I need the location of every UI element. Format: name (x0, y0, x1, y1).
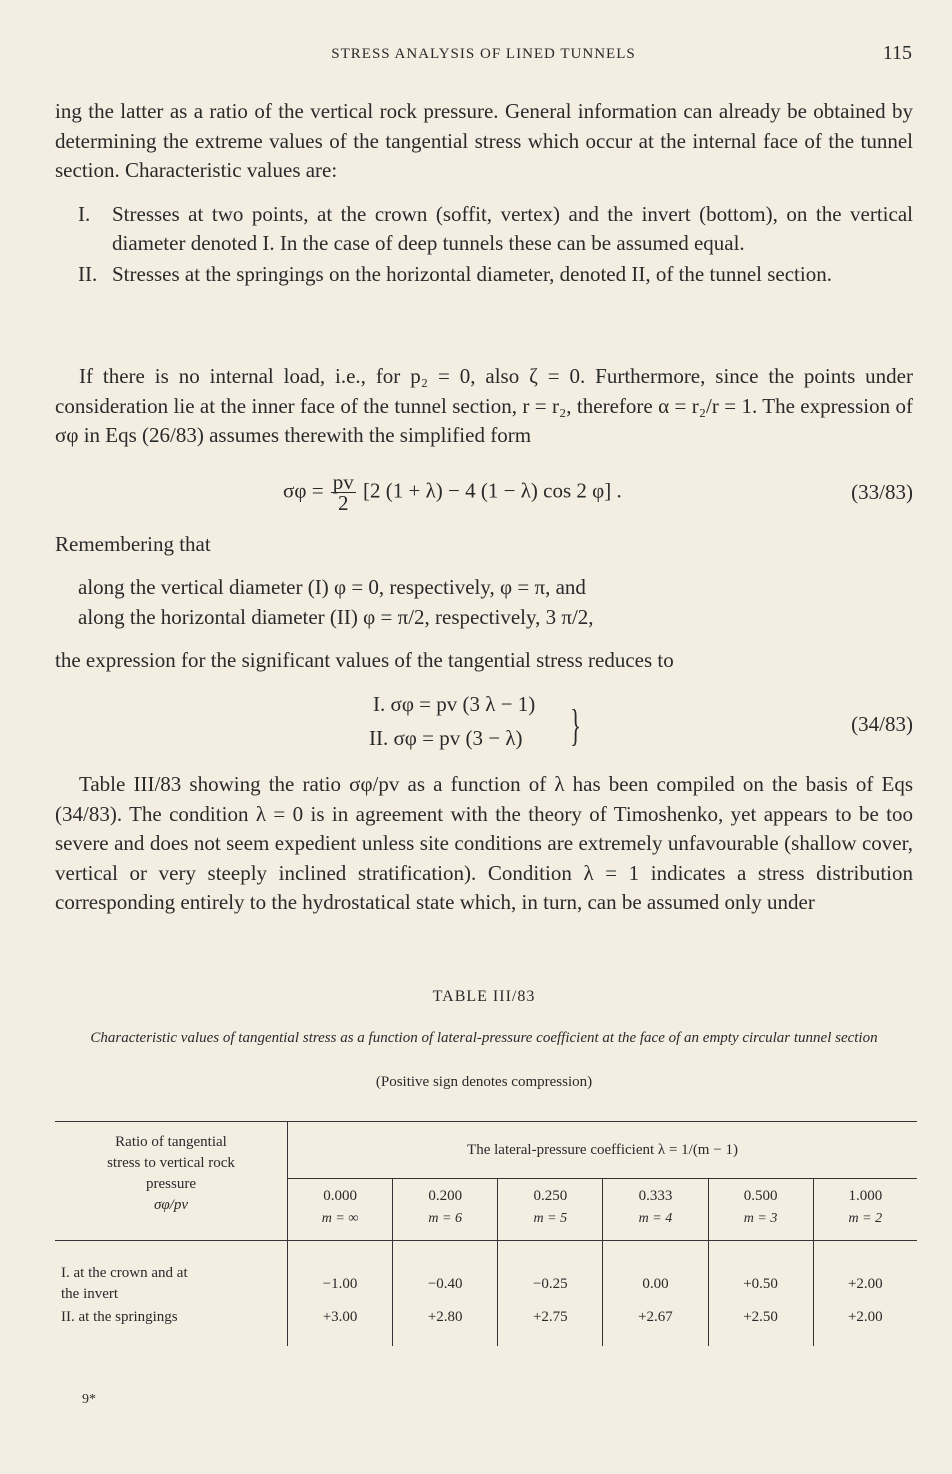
table-cell: 0.00 (603, 1241, 708, 1307)
paragraph-no-internal-load: If there is no internal load, i.e., for p₂ = 0, also ζ = 0. Furthermore, since the points under consideration lie at the inner face of the tunnel section, r = r₂, therefore α = r₂/r = 1. The expression of σφ in Eqs (26/83) assumes therewith the simplified form (55, 364, 913, 447)
table-cell: +2.75 (498, 1306, 603, 1346)
equation-fraction (331, 472, 356, 513)
row-header-line: pressure (146, 1176, 196, 1192)
column-header: 0.500 m = 3 (708, 1179, 813, 1241)
table-header-row (55, 1122, 917, 1179)
fraction-numerator: pv (332, 470, 354, 494)
table-row (55, 1241, 917, 1307)
tangential-stress-table (55, 1121, 917, 1346)
equation-rhs: [2 (1 + λ) − 4 (1 − λ) cos 2 φ] . (363, 478, 622, 503)
list-item-number: II. (78, 262, 98, 286)
table-cell: −0.40 (393, 1241, 498, 1307)
curly-brace: } (570, 701, 581, 750)
equation-33-83 (55, 470, 913, 515)
paragraph-table-discussion: Table III/83 showing the ratio σφ/pv as a function of λ has been compiled on the basis of Eqs (34/83). The condition λ = 0 is in agreement with the theory of Timoshenko, yet appears to be too severe and does not seem expedient unless site conditions are extremely unfavourable (shallow cover, vertical or very steeply inclined stratification). Condition λ = 1 indicates a stress distribution corresponding entirely to the hydrostatical state which, in turn, can be assumed only under (55, 772, 913, 914)
list-item-number: I. (78, 202, 91, 226)
table-cell: +0.50 (708, 1241, 813, 1307)
equation-34-83 (55, 692, 913, 762)
table-cell: +2.00 (813, 1241, 917, 1307)
table-cell: −0.25 (498, 1241, 603, 1307)
row-label: I. at the crown and at the invert (55, 1241, 288, 1307)
equation-number: (33/83) (851, 480, 913, 504)
row-header-line: σφ/pv (153, 1197, 189, 1213)
column-header: 0.333 m = 4 (603, 1179, 708, 1241)
paragraph-intro: ing the latter as a ratio of the vertical rock pressure. General information can already be obtained by determining the extreme values of the tangential stress which occur at the internal face of the tunnel section. Characteristic values are: (55, 99, 913, 182)
table-row (55, 1306, 917, 1346)
page-number: 115 (882, 42, 912, 64)
paragraph-remembering: Remembering that (55, 532, 211, 556)
table-cell: +2.67 (603, 1306, 708, 1346)
column-header: 0.200 m = 6 (393, 1179, 498, 1241)
table-title: TABLE III/83 (432, 988, 536, 1005)
row-header-line: Ratio of tangential (115, 1134, 227, 1150)
characteristic-values-list (78, 200, 913, 291)
row-header-cell (55, 1122, 288, 1241)
equation-lhs: σφ = (283, 478, 324, 503)
page-header (55, 40, 912, 74)
row-header-line: stress to vertical rock (107, 1155, 235, 1171)
table-cell: +2.00 (847, 1309, 883, 1325)
group-header: The lateral-pressure coefficient λ = 1/(m − 1) (288, 1122, 918, 1179)
list-item (78, 200, 913, 258)
diameter-conditions (78, 572, 913, 632)
table-caption: Characteristic values of tangential stress as a function of lateral-pressure coefficient at the face of an empty circular tunnel section (90, 1030, 878, 1046)
table-cell: −1.00 (288, 1241, 393, 1307)
row-label: II. at the springings (55, 1306, 288, 1346)
table-note: (Positive sign denotes compression) (375, 1074, 593, 1090)
table-cell: +2.80 (393, 1306, 498, 1346)
column-header: 0.250 m = 5 (498, 1179, 603, 1241)
equation-formula (283, 472, 622, 513)
list-item-text: Stresses at two points, at the crown (soffit, vertex) and the invert (bottom), on the vertical diameter denoted I. In the case of deep tunnels these can be assumed equal. (112, 202, 913, 255)
condition-horizontal: along the horizontal diameter (II) φ = π/2, respectively, 3 π/2, (78, 605, 594, 629)
column-header: 0.000 m = ∞ (288, 1179, 393, 1241)
column-header: 1.000 m = 2 (848, 1188, 883, 1226)
equation-line-springings: II. σφ = pv (3 − λ) (369, 726, 523, 750)
list-item (78, 260, 913, 289)
fraction-denominator: 2 (338, 491, 349, 515)
equation-line-crown: I. σφ = pv (3 λ − 1) (373, 692, 536, 716)
paragraph-reduces: the expression for the significant values of the tangential stress reduces to (55, 648, 674, 672)
signature-mark: 9* (82, 1392, 96, 1407)
equation-number: (34/83) (851, 712, 913, 736)
table-cell: +3.00 (288, 1306, 393, 1346)
running-title: STRESS ANALYSIS OF LINED TUNNELS (331, 46, 636, 62)
table-cell: +2.50 (708, 1306, 813, 1346)
list-item-text: Stresses at the springings on the horizontal diameter, denoted II, of the tunnel section. (112, 262, 832, 286)
condition-vertical: along the vertical diameter (I) φ = 0, respectively, φ = π, and (78, 575, 586, 599)
